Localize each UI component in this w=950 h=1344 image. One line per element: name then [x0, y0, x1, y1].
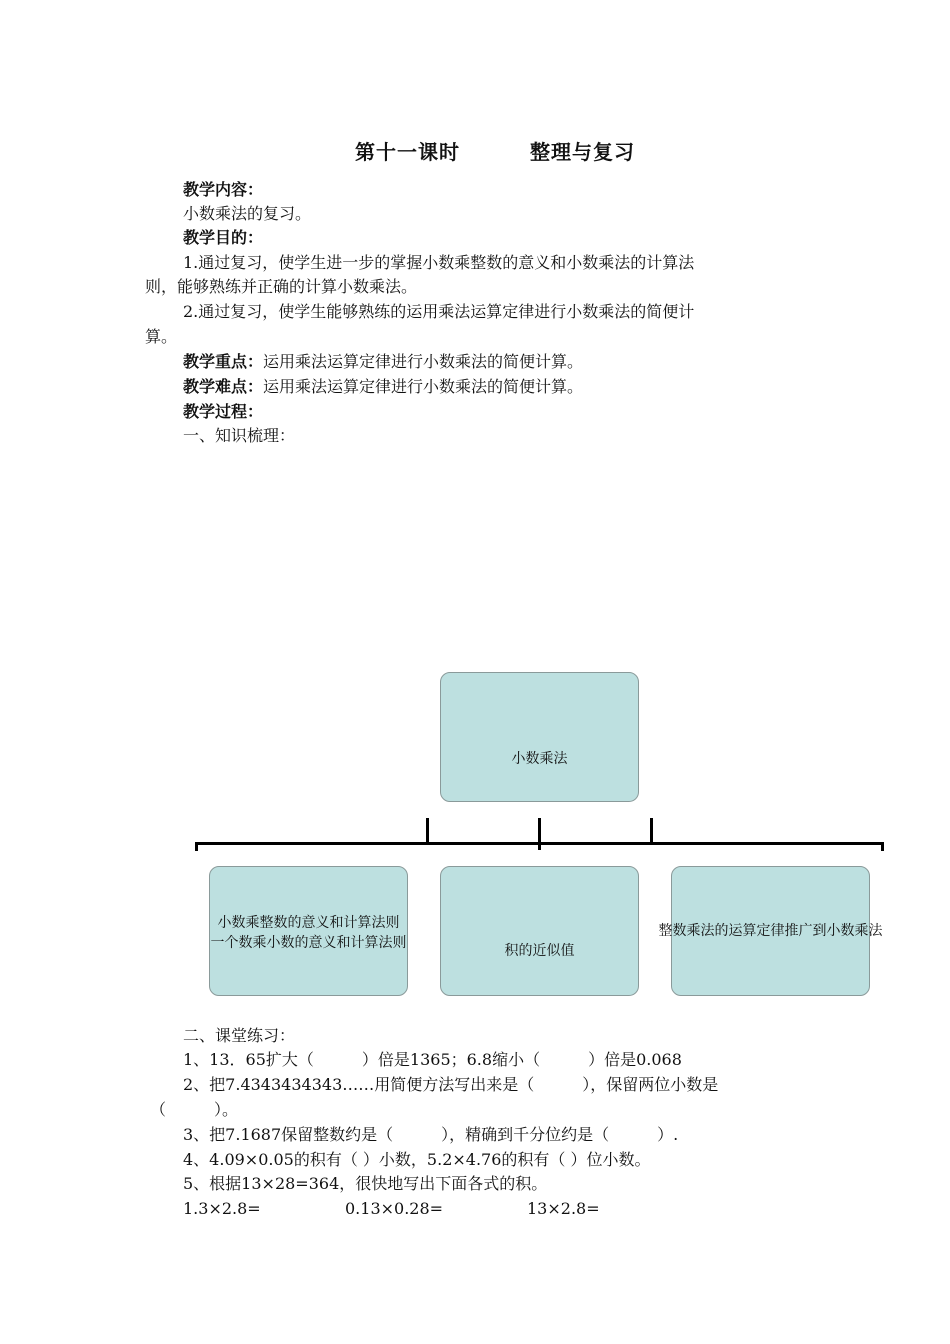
child-2-label: 积的近似值 [504, 943, 575, 959]
hard-label: 教学难点： [183, 377, 264, 396]
connector-tick-2 [538, 818, 541, 850]
difficult-point [183, 375, 843, 399]
connector-left-tick [195, 842, 198, 851]
connector-right-tick [881, 842, 884, 851]
content-text: 小数乘法的复习。 [183, 204, 312, 223]
child-box-3 [658, 866, 883, 996]
child-1-line-1: 小数乘整数的意义和计算法则 [217, 915, 400, 931]
calc-3: 13×2.8= [527, 1199, 600, 1218]
goal-2-line-2: 算。 [145, 327, 178, 346]
exercise-heading: 二、课堂练习： [183, 1026, 296, 1045]
key-point [183, 350, 843, 374]
exercise-3: 3、把7.1687保留整数约是（ ），精确到千分位约是（ ）. [183, 1125, 679, 1144]
exercise-1: 1、13．65扩大（ ）倍是1365；6.8缩小（ ）倍是0.068 [183, 1050, 682, 1069]
root-label: 小数乘法 [511, 751, 568, 767]
part-1-heading: 一、知识梳理： [183, 426, 296, 445]
exercise-5: 5、根据13×28=364，很快地写出下面各式的积。 [183, 1174, 548, 1193]
child-box-2 [440, 866, 639, 996]
exercise-2-line-1: 2、把7.4343434343……用简便方法写出来是（ ），保留两位小数是 [183, 1075, 719, 1094]
calc-1: 1.3×2.8= [183, 1199, 261, 1218]
goal-1-line-2: 则，能够熟练并正确的计算小数乘法。 [145, 277, 418, 296]
goal-2-line-1: 2.通过复习，使学生能够熟练的运用乘法运算定律进行小数乘法的简便计 [183, 302, 695, 321]
child-box-1 [209, 866, 408, 996]
key-label: 教学重点： [183, 352, 264, 371]
lesson-topic: 整理与复习 [530, 140, 635, 164]
connector-tick-1 [426, 818, 429, 843]
root-box [440, 672, 639, 802]
child-3-label: 整数乘法的运算定律推广到小数乘法 [658, 923, 883, 939]
content-label: 教学内容： [183, 180, 264, 199]
goal-label: 教学目的： [183, 228, 264, 247]
process-label: 教学过程： [183, 402, 264, 421]
key-text: 运用乘法运算定律进行小数乘法的简便计算。 [263, 352, 584, 371]
child-1-line-2: 一个数乘小数的意义和计算法则 [210, 935, 407, 951]
goal-1-line-1: 1.通过复习，使学生进一步的掌握小数乘整数的意义和小数乘法的计算法 [183, 253, 695, 272]
exercise-4: 4、4.09×0.05的积有（ ）小数，5.2×4.76的积有（ ）位小数。 [183, 1150, 651, 1169]
connector-tick-3 [650, 818, 653, 843]
lesson-number: 第十一课时 [355, 140, 460, 164]
page-title [0, 136, 950, 165]
calc-2: 0.13×0.28= [345, 1199, 444, 1218]
exercise-2-line-2: （ ）。 [150, 1100, 239, 1119]
hard-text: 运用乘法运算定律进行小数乘法的简便计算。 [263, 377, 584, 396]
